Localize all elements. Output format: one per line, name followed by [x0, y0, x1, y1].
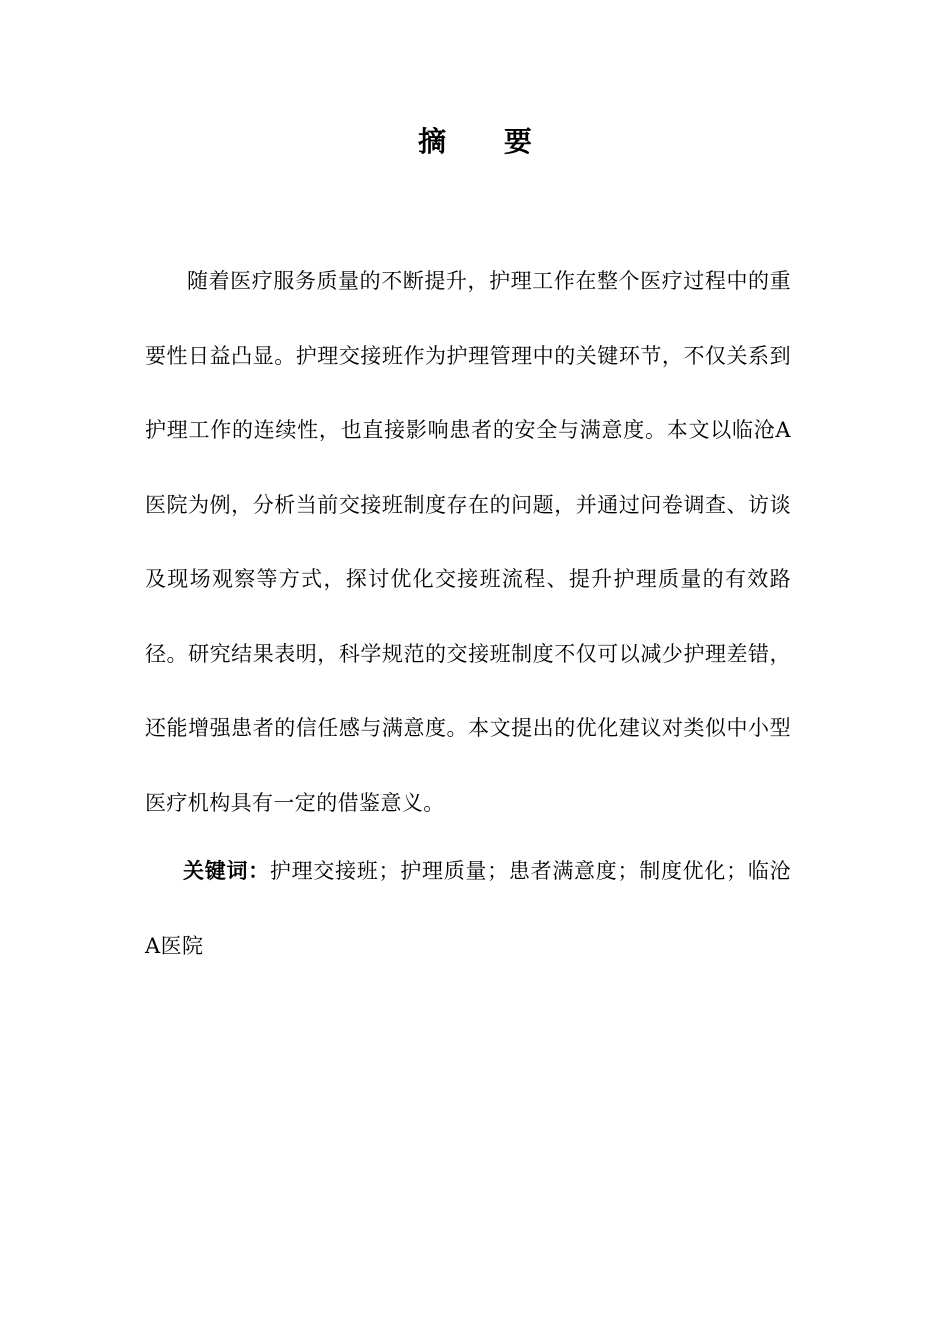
keywords-label: 关键词：: [183, 859, 270, 883]
keywords-paragraph: [145, 834, 791, 983]
abstract-title: 摘 要: [418, 125, 556, 158]
abstract-paragraph: 随着医疗服务质量的不断提升，护理工作在整个医疗过程中的重要性日益凸显。护理交接班作为护理管理中的关键环节，不仅关系到护理工作的连续性，也直接影响患者的安全与满意度。本文以临沧A医院为例，分析当前交接班制度存在的问题，并通过问卷调查、访谈及现场观察等方式，探讨优化交接班流程、提升护理质量的有效路径。研究结果表明，科学规范的交接班制度不仅可以减少护理差错，还能增强患者的信任感与满意度。本文提出的优化建议对类似中小型医疗机构具有一定的借鉴意义。: [145, 269, 791, 815]
keywords-text: 护理交接班；护理质量；患者满意度；制度优化；临沧A医院: [145, 859, 791, 958]
